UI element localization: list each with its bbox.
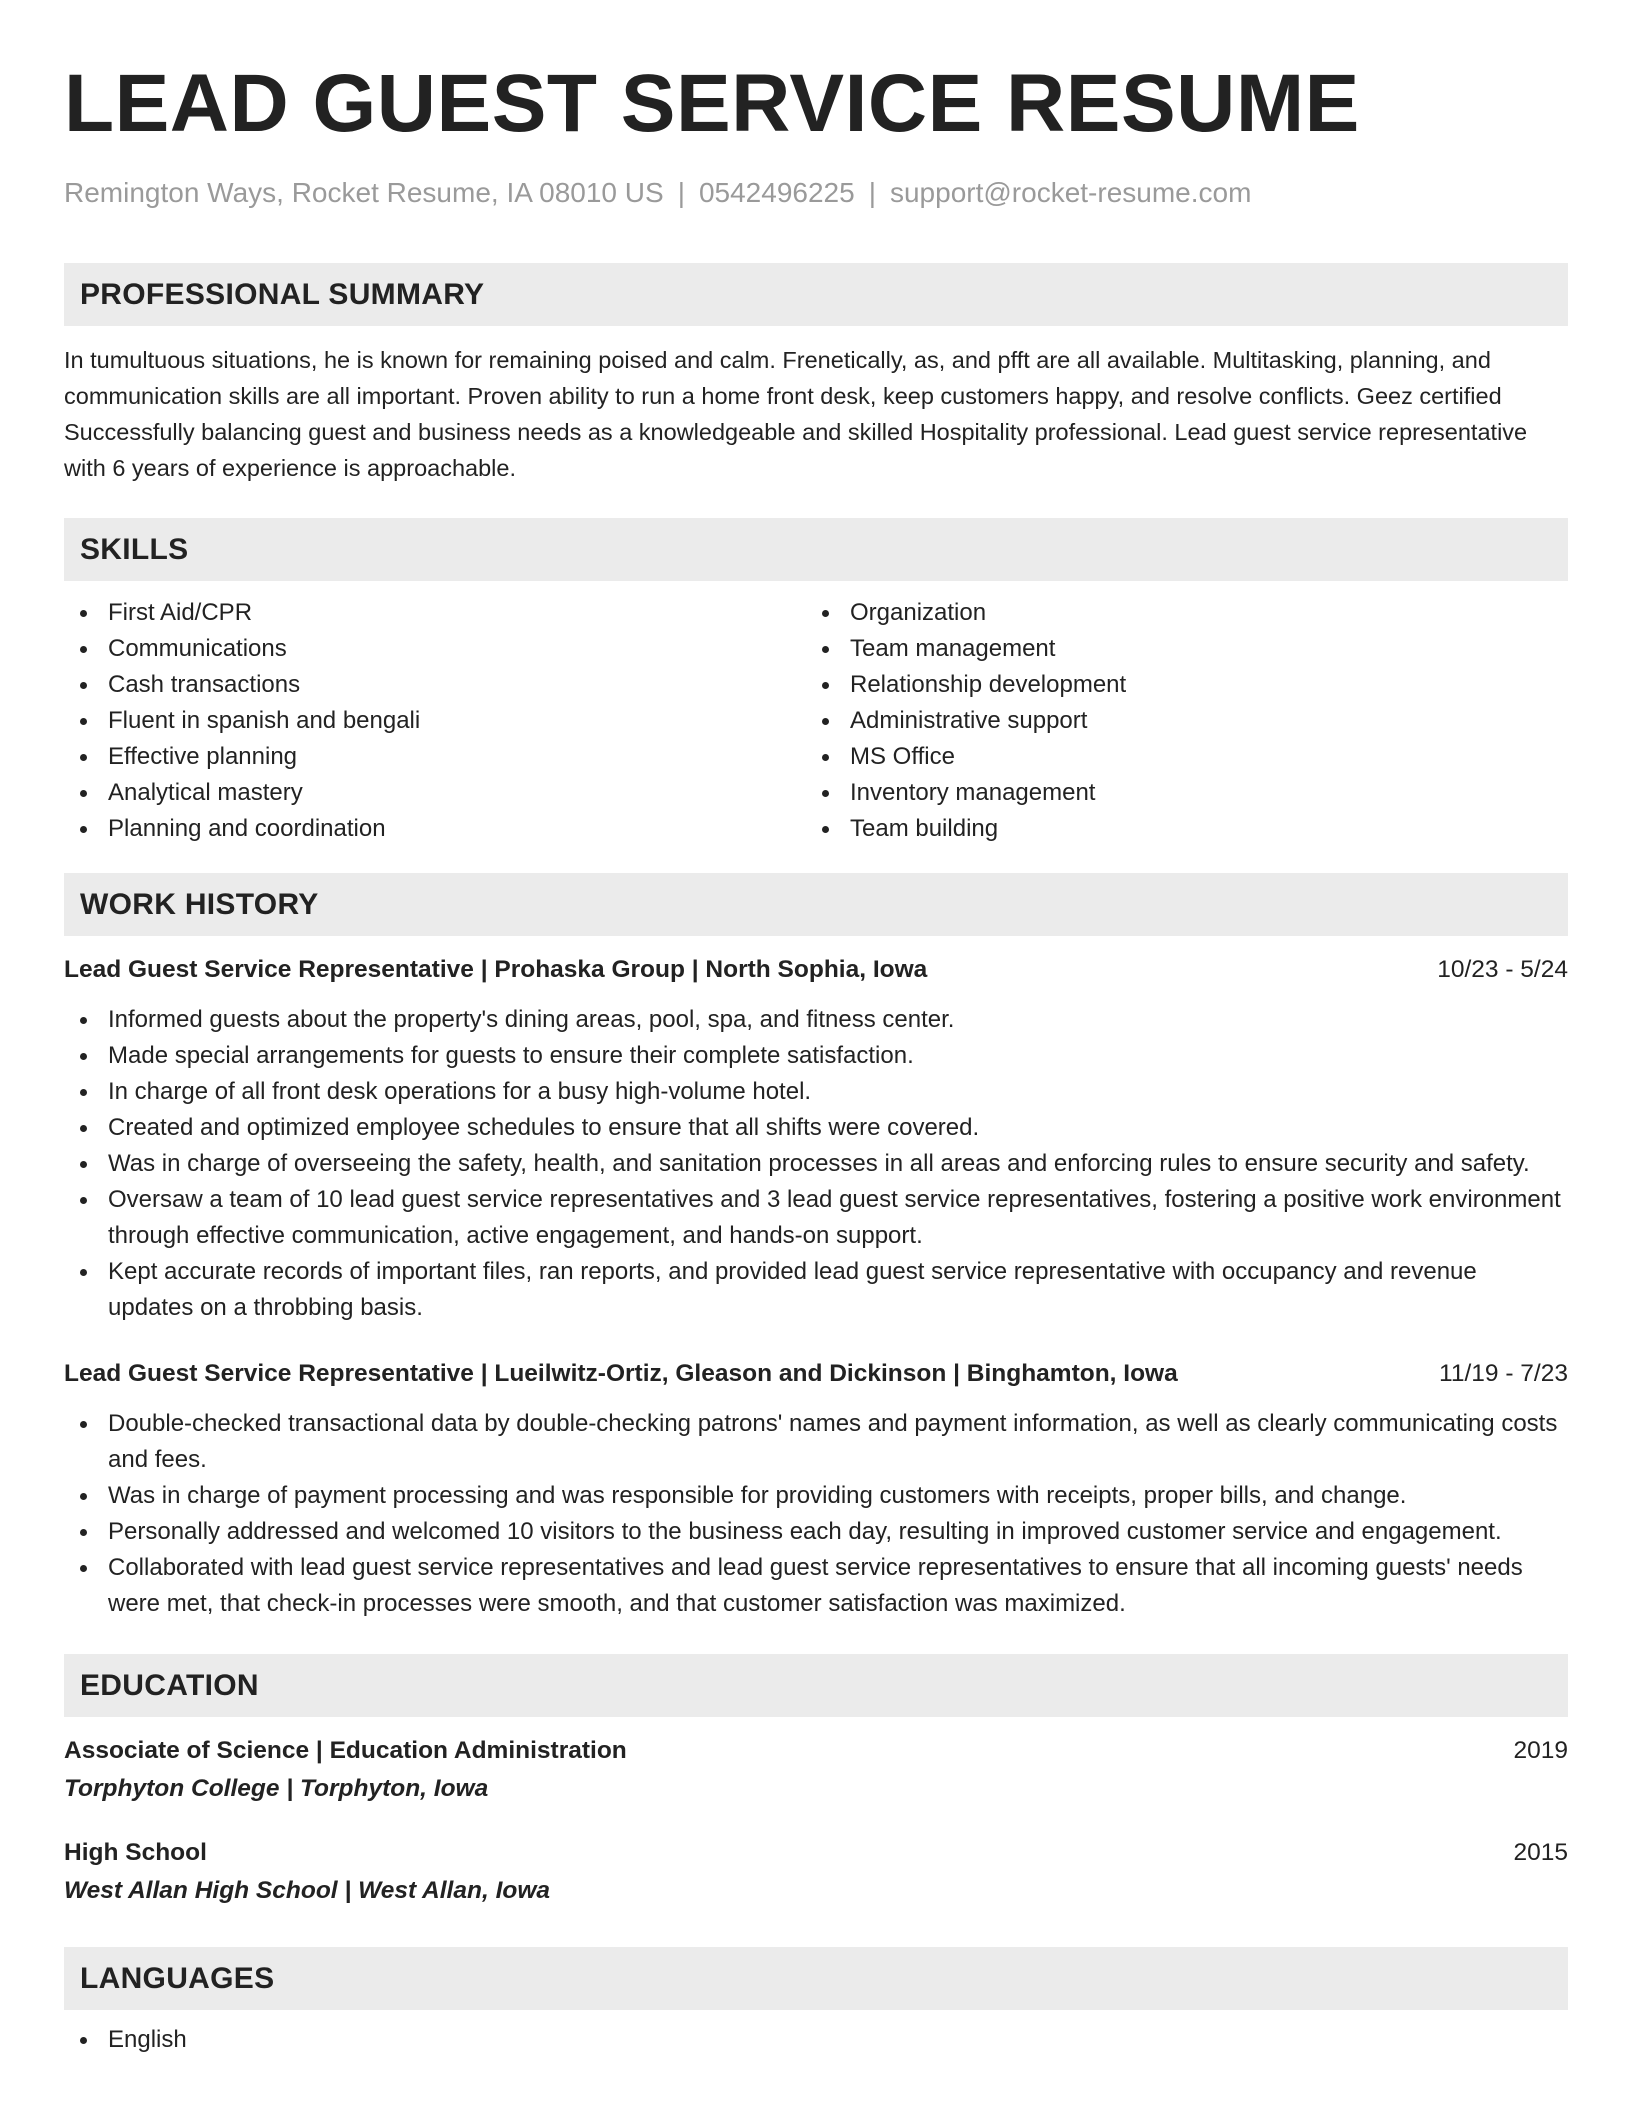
- skill-item: Inventory management: [806, 775, 1548, 811]
- skill-item: First Aid/CPR: [64, 595, 806, 631]
- job-entry: [64, 954, 1568, 1326]
- job-title: Lead Guest Service Representative | Prohaska Group | North Sophia, Iowa: [64, 956, 928, 983]
- skill-item: Fluent in spanish and bengali: [64, 703, 806, 739]
- skills-columns: [64, 595, 1568, 847]
- contact-separator: |: [868, 177, 876, 208]
- summary-text: In tumultuous situations, he is known for remaining poised and calm. Frenetically, as, and pfft are all available. Multitasking, planning, and communication skills are all important. Proven ability to run a home front desk, keep customers happy, and resolve conflicts. Geez certified Successfully balancing guest and business needs as a knowledgeable and skilled Hospitality professional. Lead guest service representative with 6 years of experience is approachable.: [64, 347, 1528, 481]
- resume-title: LEAD GUEST SERVICE RESUME: [64, 58, 1360, 149]
- skill-item: MS Office: [806, 739, 1548, 775]
- section-title: EDUCATION: [80, 1668, 259, 1702]
- contact-email: support@rocket-resume.com: [889, 177, 1252, 208]
- job-bullet: Made special arrangements for guests to ensure their complete satisfaction.: [64, 1038, 1568, 1074]
- section-title: SKILLS: [80, 532, 189, 566]
- skill-item: Administrative support: [806, 703, 1548, 739]
- skills-list-right: [806, 595, 1548, 847]
- job-bullet: Created and optimized employee schedules to ensure that all shifts were covered.: [64, 1110, 1568, 1146]
- job-bullet: Was in charge of overseeing the safety, health, and sanitation processes in all areas and enforcing rules to ensure security and safety.: [64, 1146, 1568, 1182]
- job-dates: 10/23 - 5/24: [1437, 956, 1568, 983]
- job-bullet: Informed guests about the property's dining areas, pool, spa, and fitness center.: [64, 1002, 1568, 1038]
- job-bullet: In charge of all front desk operations for a busy high-volume hotel.: [64, 1074, 1568, 1110]
- skill-item: Communications: [64, 631, 806, 667]
- section-title: PROFESSIONAL SUMMARY: [80, 277, 485, 311]
- skill-item: Relationship development: [806, 667, 1548, 703]
- skill-item: Team building: [806, 811, 1548, 847]
- education-entry: [64, 1837, 1568, 1907]
- education-header: [64, 1837, 1568, 1869]
- section-title: LANGUAGES: [80, 1961, 275, 1995]
- job-bullet: Oversaw a team of 10 lead guest service representatives and 3 lead guest service representatives, fostering a positive work environment through effective communication, active engagement, and hands-on support.: [64, 1182, 1568, 1254]
- section-header-education: [64, 1654, 1568, 1717]
- job-bullet: Double-checked transactional data by double-checking patrons' names and payment information, as well as clearly communicating costs and fees.: [64, 1406, 1568, 1478]
- skill-item: Cash transactions: [64, 667, 806, 703]
- resume-page: [64, 0, 1568, 2058]
- job-bullet: Was in charge of payment processing and was responsible for providing customers with receipts, proper bills, and change.: [64, 1478, 1568, 1514]
- job-bullet: Personally addressed and welcomed 10 visitors to the business each day, resulting in improved customer service and engagement.: [64, 1514, 1568, 1550]
- languages-list: [64, 2022, 1568, 2058]
- skill-item: Team management: [806, 631, 1548, 667]
- education-degree: High School: [64, 1839, 207, 1866]
- job-bullets: [64, 1406, 1568, 1622]
- contact-separator: |: [677, 177, 685, 208]
- section-header-summary: [64, 263, 1568, 326]
- education-year: 2015: [1513, 1839, 1568, 1866]
- job-bullet: Collaborated with lead guest service representatives and lead guest service representatives to ensure that all incoming guests' needs were met, that check-in processes were smooth, and that customer satisfaction was maximized.: [64, 1550, 1568, 1622]
- skill-item: Effective planning: [64, 739, 806, 775]
- contact-address: Remington Ways, Rocket Resume, IA 08010 US: [64, 177, 664, 208]
- language-item: English: [64, 2022, 1568, 2058]
- section-header-skills: [64, 518, 1568, 581]
- section-header-languages: [64, 1947, 1568, 2010]
- skills-list-left: [64, 595, 806, 847]
- education-degree: Associate of Science | Education Administration: [64, 1737, 627, 1764]
- skill-item: Organization: [806, 595, 1548, 631]
- job-entry: [64, 1358, 1568, 1622]
- skill-item: Planning and coordination: [64, 811, 806, 847]
- contact-line: [64, 176, 1568, 210]
- section-header-work: [64, 873, 1568, 936]
- job-header: [64, 1358, 1568, 1390]
- contact-phone: 0542496225: [698, 177, 855, 208]
- education-header: [64, 1735, 1568, 1767]
- education-school: Torphyton College | Torphyton, Iowa: [64, 1775, 489, 1802]
- job-bullet: Kept accurate records of important files, ran reports, and provided lead guest service representative with occupancy and revenue updates on a throbbing basis.: [64, 1254, 1568, 1326]
- job-header: [64, 954, 1568, 986]
- job-dates: 11/19 - 7/23: [1439, 1360, 1568, 1387]
- skill-item: Analytical mastery: [64, 775, 806, 811]
- job-bullets: [64, 1002, 1568, 1326]
- education-year: 2019: [1513, 1737, 1568, 1764]
- education-school: West Allan High School | West Allan, Iowa: [64, 1877, 551, 1904]
- education-entry: [64, 1735, 1568, 1805]
- section-title: WORK HISTORY: [80, 887, 319, 921]
- job-title: Lead Guest Service Representative | Lueilwitz-Ortiz, Gleason and Dickinson | Binghamton, Iowa: [64, 1360, 1178, 1387]
